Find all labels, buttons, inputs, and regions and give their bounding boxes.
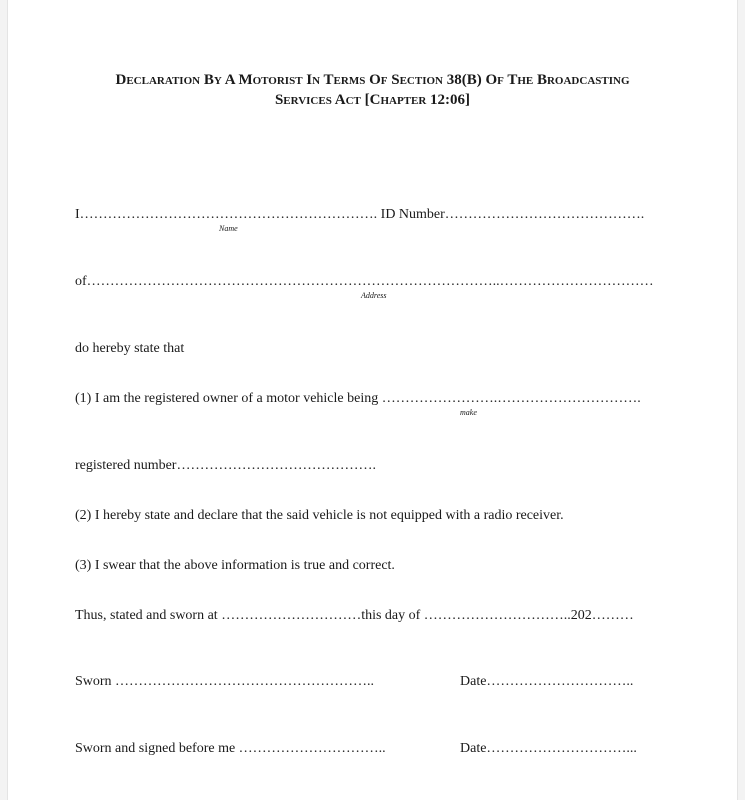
address-caption: Address: [361, 291, 387, 300]
title-line-2: Services Act [Chapter 12:06]: [274, 92, 471, 108]
item-1-owner: (1) I am the registered owner of a motor vehicle being …………………….………………………….: [75, 391, 641, 406]
registered-number-line: registered number…………………………………….: [75, 458, 376, 473]
address-line: of……………………………………………………………………………..……………………………: [75, 274, 654, 289]
sworn-line: Sworn ………………………………………………..: [75, 674, 375, 689]
statement-intro: do hereby state that: [75, 341, 185, 356]
item-3-oath: (3) I swear that the above information is true and correct.: [75, 558, 395, 573]
make-caption: make: [460, 408, 477, 417]
document-title: [40, 70, 705, 110]
thus-stated-line: Thus, stated and sworn at …………………………this day of …………………………..202………: [75, 608, 634, 623]
name-caption: Name: [219, 224, 238, 233]
title-line-1: Declaration By A Motorist In Terms Of Section 38(B) Of The Broadcasting: [115, 72, 630, 88]
name-id-line: I………………………………………………………. ID Number…………………………………….: [75, 207, 645, 222]
signed-date-line: Date…………………………...: [460, 741, 637, 756]
item-2-declaration: (2) I hereby state and declare that the said vehicle is not equipped with a radio receiver.: [75, 508, 564, 523]
sworn-signed-line: Sworn and signed before me …………………………..: [75, 741, 386, 756]
page-edge-left: [0, 0, 8, 800]
page-edge-right: [737, 0, 745, 800]
sworn-date-line: Date…………………………..: [460, 674, 634, 689]
